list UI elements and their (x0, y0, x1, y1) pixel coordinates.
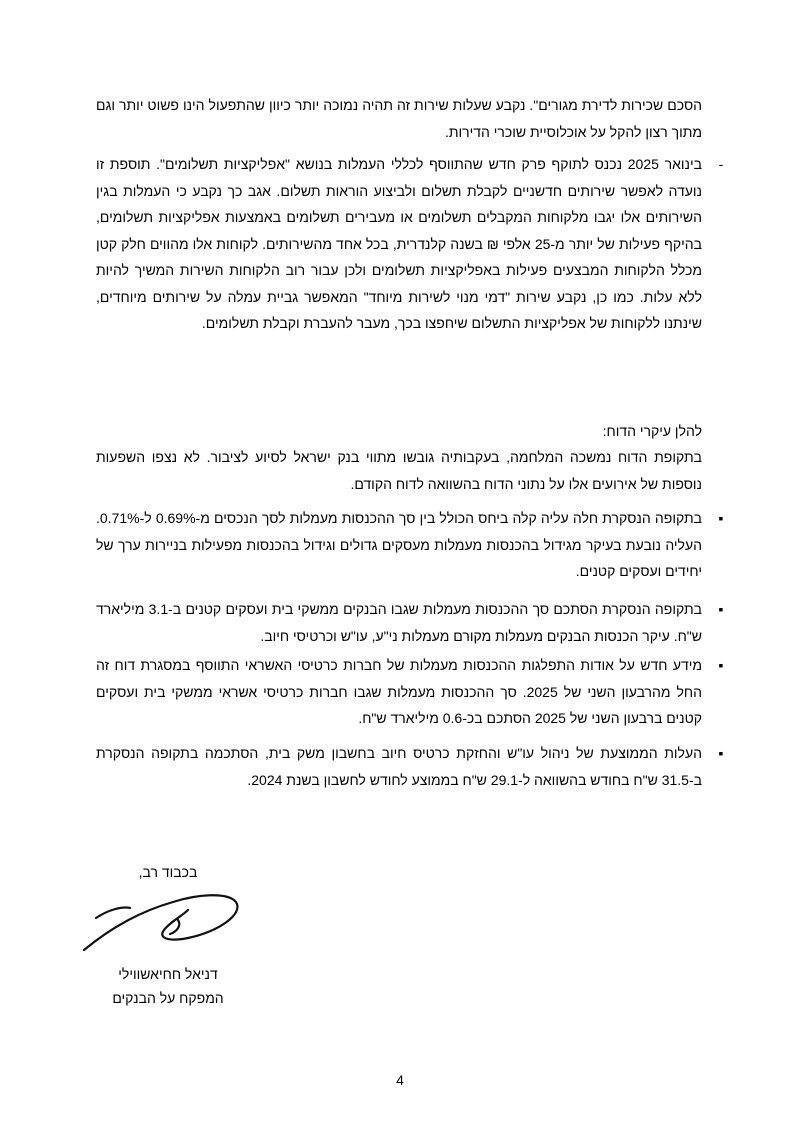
bullet-marker: ▪ (718, 657, 724, 673)
dash-marker: - (718, 156, 724, 172)
bullet-item (96, 740, 724, 793)
highlights-heading: להלן עיקרי הדוח: (602, 423, 702, 439)
bullet-text: בתקופה הנסקרת הסתכם סך ההכנסות מעמלות שגבו הבנקים ממשקי בית ועסקים קטנים ב-3.1 מיליארד ש"ח. עיקר הכנסות הבנקים מעמלות מקורם מעמלות ני"ע, עו"ש וכרטיסי חיוב. (96, 601, 703, 644)
bullet-marker: ▪ (718, 510, 724, 526)
bullet-text: מידע חדש על אודות התפלגות ההכנסות מעמלות של חברות כרטיסי האשראי התווסף במסגרת דוח זה החל מהרבעון השני של 2025. סך ההכנסות מעמלות שגבו חברות כרטיסי אשראי ממשקי בית ועסקים קטנים ברבעון השני של 2025 הסתכם בכ-0.6 מיליארד ש"ח. (96, 657, 702, 726)
signer-title: המפקח על הבנקים (112, 990, 224, 1006)
dash-item-text: בינואר 2025 נכנס לתוקף פרק חדש שהתווסף לכללי העמלות בנושא "אפליקציות תשלומים". תוספת זו נועדה לאפשר שירותים חדשניים לקבלת תשלום ולביצוע הוראות תשלום. אגב כך נקבע כי העמלות בגין השירותים אלו יגבו מלקוחות המקבלים תשלומים או מעבירים תשלומים באמצעות אפליקציות תשלומים, בהיקף פעילות של יותר מ-25 אלפי ₪ בשנה קלנדרית, בכל אחד מהשירותים. לקוחות אלו מהווים חלק קטן מכלל הלקוחות המבצעים פעילות באפליקציות תשלומים ולכן עבור רוב הלקוחות השירות המשיך להיות ללא עלות. כמו כן, נקבע שירות "דמי מנוי לשירות מיוחד" המאפשר גביית עמלה על שירותים מיוחדים, שינתנו ללקוחות של אפליקציות התשלום שיחפצו בכך, מעבר להעברת וקבלת תשלומים. (96, 156, 702, 331)
bullet-text: העלות הממוצעת של ניהול עו"ש והחזקת כרטיס חיוב בחשבון משק בית, הסתכמה בתקופה הנסקרת ב-31.5 ש"ח בחודש בהשוואה ל-29.1 ש"ח בממוצע לחודש לחשבון בשנת 2024. (96, 745, 702, 788)
signer-name: דניאל חחיאשווילי (118, 966, 218, 982)
bullet-item (96, 652, 724, 732)
intro-paragraph: בתקופת הדוח נמשכה המלחמה, בעקבותיה גובשו מתווי בנק ישראל לסיוע לציבור. לא נצפו השפעות נוספות של אירועים אלו על נתוני הדוח בהשוואה לדוח הקודם. (96, 449, 702, 492)
paragraph-continued: הסכם שכירות לדירת מגורים". נקבע שעלות שירות זה תהיה נמוכה יותר כיוון שהתפעול הינו פשוט יותר וגם מתוך רצון להקל על אוכלוסיית שוכרי הדירות. (96, 97, 702, 140)
signature-image (78, 880, 248, 960)
closing-greeting: בכבוד רב, (138, 864, 198, 880)
page-number: 4 (396, 1072, 404, 1088)
bullet-marker: ▪ (718, 745, 724, 761)
dash-list-item (96, 151, 724, 337)
bullet-text: בתקופה הנסקרת חלה עליה קלה ביחס הכולל בין סך ההכנסות מעמלות לסך הנכסים מ-0.69% ל-0.71%. העליה נובעת בעיקר מגידול בהכנסות מעמלות מעסקים גדולים וגידול בהכנסות מפעילות בניירות ערך של יחידים ועסקים קטנים. (96, 510, 702, 579)
bullet-item (96, 596, 724, 649)
bullet-marker: ▪ (718, 601, 724, 617)
bullet-item (96, 505, 724, 585)
